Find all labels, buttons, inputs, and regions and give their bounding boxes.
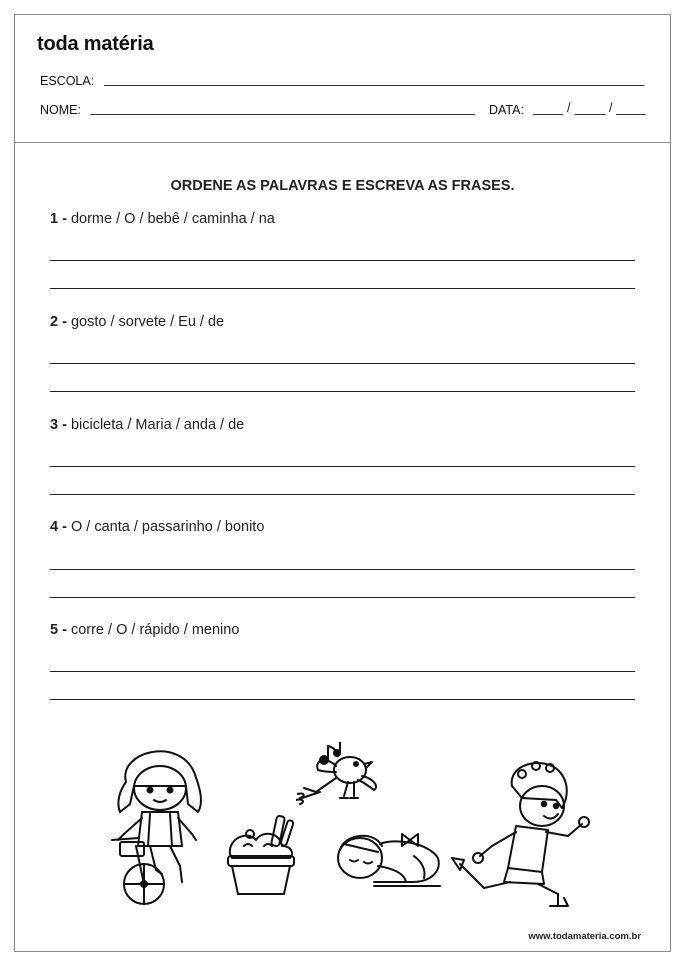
question-number: 5 - <box>50 622 67 638</box>
date-label: DATA: <box>489 103 524 117</box>
running-boy-illustration <box>446 760 592 910</box>
answer-line[interactable] <box>50 260 635 261</box>
date-month-field[interactable] <box>575 114 605 115</box>
answer-line[interactable] <box>50 466 635 467</box>
answer-line[interactable] <box>50 391 635 392</box>
brand-logo: toda matéria <box>37 33 154 55</box>
school-field[interactable] <box>104 85 644 86</box>
website-url: www.todamateria.com.br <box>528 931 641 942</box>
answer-line[interactable] <box>50 671 635 672</box>
answer-line[interactable] <box>50 597 635 598</box>
name-label: NOME: <box>40 103 81 117</box>
question-3 <box>50 417 244 433</box>
question-number: 4 - <box>50 519 67 535</box>
name-field[interactable] <box>91 114 475 115</box>
answer-line[interactable] <box>50 569 635 570</box>
sleeping-baby-illustration <box>334 828 444 890</box>
header-divider <box>14 142 671 143</box>
question-4 <box>50 519 264 535</box>
ice-cream-cup-illustration <box>224 812 300 898</box>
answer-line[interactable] <box>50 363 635 364</box>
question-1 <box>50 211 275 227</box>
girl-on-bicycle-illustration <box>108 742 208 910</box>
answer-line[interactable] <box>50 494 635 495</box>
question-words: gosto / sorvete / Eu / de <box>70 314 225 330</box>
question-words: corre / O / rápido / menino <box>70 622 240 638</box>
date-separator: / <box>567 101 571 115</box>
question-2 <box>50 314 224 330</box>
date-day-field[interactable] <box>533 114 563 115</box>
school-label: ESCOLA: <box>40 74 95 88</box>
question-words: dorme / O / bebê / caminha / na <box>70 211 275 227</box>
question-number: 1 - <box>50 211 67 227</box>
question-5 <box>50 622 239 638</box>
instruction-title: ORDENE AS PALAVRAS E ESCREVA AS FRASES. <box>170 178 515 194</box>
question-words: bicicleta / Maria / anda / de <box>70 417 245 433</box>
question-number: 2 - <box>50 314 67 330</box>
question-words: O / canta / passarinho / bonito <box>70 519 265 535</box>
date-year-field[interactable] <box>616 114 645 115</box>
answer-line[interactable] <box>50 699 635 700</box>
answer-line[interactable] <box>50 288 635 289</box>
date-separator: / <box>609 101 613 115</box>
question-number: 3 - <box>50 417 67 433</box>
singing-bird-illustration <box>296 742 384 808</box>
